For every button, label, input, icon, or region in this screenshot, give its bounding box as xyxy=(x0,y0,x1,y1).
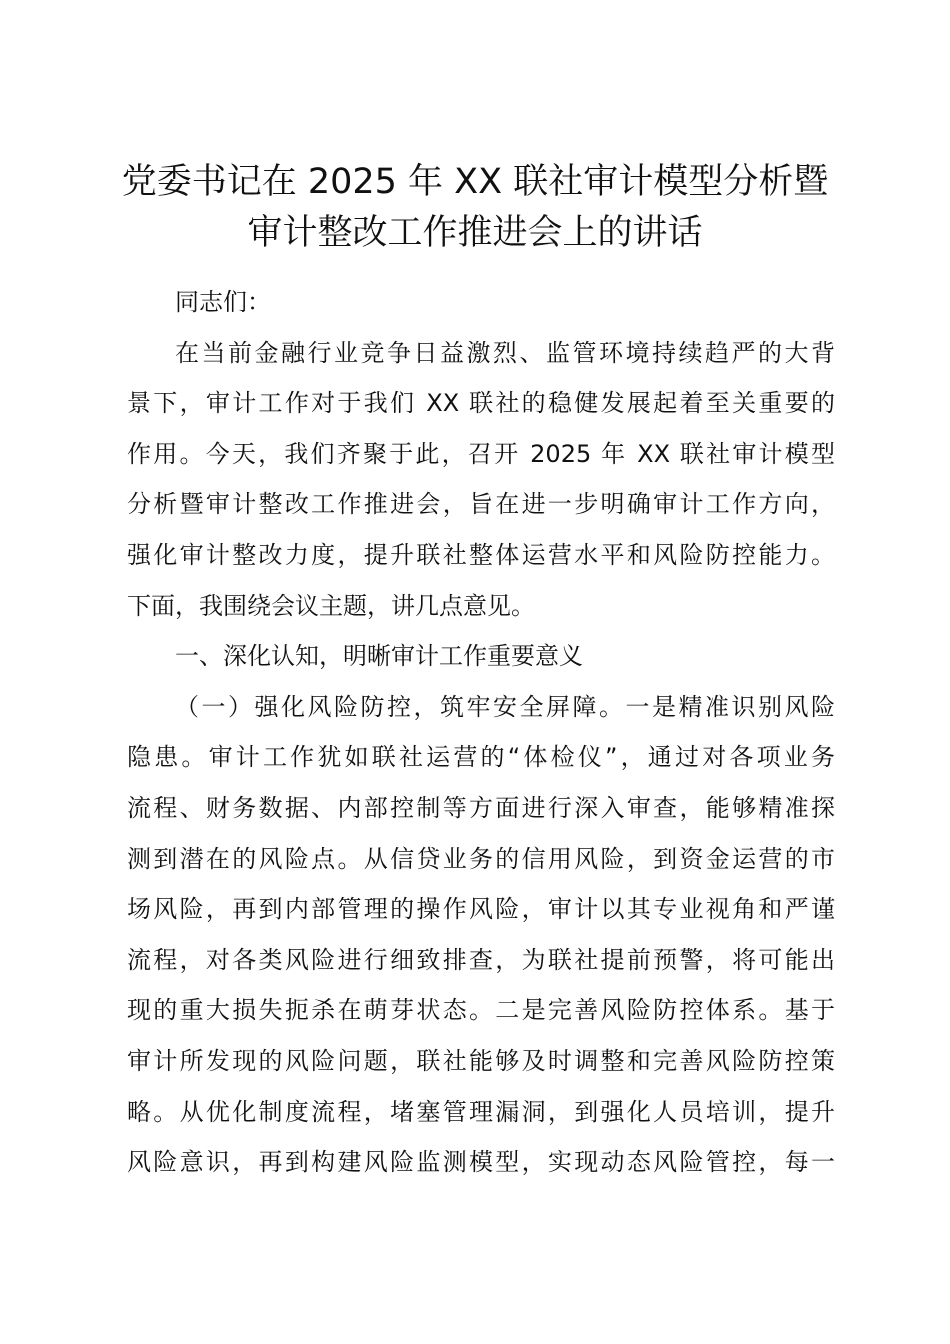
text-line: 隐患。审计工作犹如联社运营的“体检仪”，通过对各项业务 xyxy=(127,743,835,772)
subsection-paragraph xyxy=(127,682,835,1188)
document-title xyxy=(100,157,850,259)
text-line: 场风险，再到内部管理的操作风险，审计以其专业视角和严谨 xyxy=(127,895,835,924)
text-line: 景下，审计工作对于我们 XX 联社的稳健发展起着至关重要的 xyxy=(127,389,835,418)
text-line: 作用。今天，我们齐聚于此，召开 2025 年 XX 联社审计模型 xyxy=(127,439,835,468)
text-line: 下面，我围绕会议主题，讲几点意见。 xyxy=(127,591,535,620)
text-line: 测到潜在的风险点。从信贷业务的信用风险，到资金运营的市 xyxy=(127,844,835,873)
text-line: 流程、财务数据、内部控制等方面进行深入审查，能够精准探 xyxy=(127,793,835,822)
text-line: 强化审计整改力度，提升联社整体运营水平和风险防控能力。 xyxy=(127,540,835,569)
text-line: 流程，对各类风险进行细致排查，为联社提前预警，将可能出 xyxy=(127,945,835,974)
text-line: 审计所发现的风险问题，联社能够及时调整和完善风险防控策 xyxy=(127,1046,835,1075)
section-heading: 一、深化认知，明晰审计工作重要意义 xyxy=(175,642,583,671)
text-line: 风险意识，再到构建风险监测模型，实现动态风险管控，每一 xyxy=(127,1148,835,1177)
intro-paragraph xyxy=(127,328,835,632)
text-line: （一）强化风险防控，筑牢安全屏障。一是精准识别风险 xyxy=(175,692,835,721)
text-line: 在当前金融行业竞争日益激烈、监管环境持续趋严的大背 xyxy=(175,338,835,367)
title-line: 党委书记在 2025 年 XX 联社审计模型分析暨 xyxy=(121,162,829,202)
title-line: 审计整改工作推进会上的讲话 xyxy=(247,213,703,253)
document-body xyxy=(127,277,835,1188)
text-line: 略。从优化制度流程，堵塞管理漏洞，到强化人员培训，提升 xyxy=(127,1097,835,1126)
salutation: 同志们： xyxy=(175,288,271,316)
text-line: 分析暨审计整改工作推进会，旨在进一步明确审计工作方向， xyxy=(127,490,835,519)
text-line: 现的重大损失扼杀在萌芽状态。二是完善风险防控体系。基于 xyxy=(127,996,835,1025)
